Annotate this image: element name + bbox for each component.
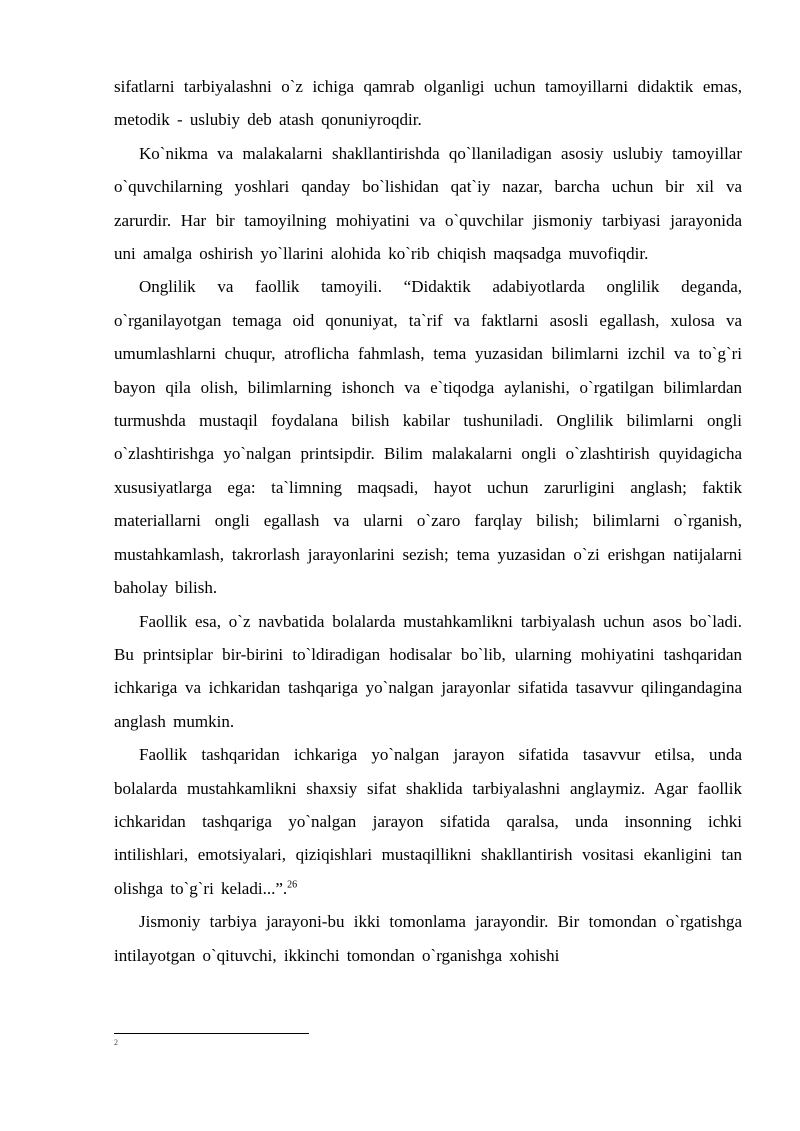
paragraph-activity-basis: Faollik esa, o`z navbatida bolalarda mustahkamlikni tarbiyalash uchun asos bo`ladi. Bu printsiplar bir-birini to`ldiradigan hodisalar bo`lib, ularning mohiyatini tashqaridan ichkariga va ichkaridan tashqariga yo`nalgan jarayonlar sifatida tasavvur qilingandagina anglash mumkin. bbox=[114, 611, 742, 731]
footnote-divider bbox=[114, 1033, 309, 1034]
footnote bbox=[114, 1038, 118, 1048]
paragraph-continuation: sifatlarni tarbiyalashni o`z ichiga qamrab olganligi uchun tamoyillarni didaktik emas, metodik - uslubiy deb atash qonuniyroqdir. bbox=[114, 77, 742, 130]
paragraph-physical-education-process: Jismoniy tarbiya jarayoni-bu ikki tomonlama jarayondir. Bir tomondan o`rgatishga intilayotgan o`qituvchi, ikkinchi tomondan o`rganishga xohishi bbox=[114, 912, 742, 965]
paragraph-activity-process-text: Faollik tashqaridan ichkariga yo`nalgan jarayon sifatida tasavvur etilsa, unda bolalarda mustahkamlikni shaxsiy sifat shaklida tarbiyalashni anglaymiz. Agar faollik ichkaridan tashqariga yo`nalgan jarayon sifatida qaralsa, unda insonning ichki intilishlari, emotsiyalari, qiziqishlari mustaqillikni shakllantirish vositasi ekanligini tan olishga to`g`ri keladi...”. bbox=[114, 745, 742, 898]
paragraph-skills-principles: Ko`nikma va malakalarni shakllantirishda qo`llaniladigan asosiy uslubiy tamoyillar o`quvchilarning yoshlari qanday bo`lishidan qat`iy nazar, barcha uchun bir xil va zarurdir. Har bir tamoyilning mohiyatini va o`quvchilar jismoniy tarbiyasi jarayonida uni amalga oshirish yo`llarini alohida ko`rib chiqish maqsadga muvofiqdir. bbox=[114, 143, 742, 264]
footnote-marker: 2 bbox=[114, 1038, 118, 1047]
paragraph-consciousness-principle: Onglilik va faollik tamoyili. “Didaktik adabiyotlarda onglilik deganda, o`rganilayotgan temaga oid qonuniyat, ta`rif va faktlarni asosli egallash, xulosa va umumlashlarni chuqur, atroflicha fahmlash, tema yuzasidan bilimlarni izchil va to`g`ri bayon qila olish, bilimlarning ishonch va e`tiqodga aylanishi, o`rgatilgan bilimlardan turmushda mustaqil foydalana bilish kabilar tushuniladi. Onglilik bilimlarni ongli o`zlashtirishga yo`nalgan printsipdir. Bilim malakalarni ongli o`zlashtirish quyidagicha xususiyatlarga ega: ta`limning maqsadi, hayot uchun zarurligini anglash; faktik materiallarni ongli egallash va ularni o`zaro farqlay bilish; bilimlarni o`rganish, mustahkamlash, takrorlash jarayonlarini sezish; tema yuzasidan o`zi erishgan natijalarni baholay bilish. bbox=[114, 277, 742, 598]
footnote-reference: 26 bbox=[287, 879, 298, 891]
paragraph-activity-process bbox=[114, 738, 742, 905]
body-text bbox=[114, 70, 742, 972]
